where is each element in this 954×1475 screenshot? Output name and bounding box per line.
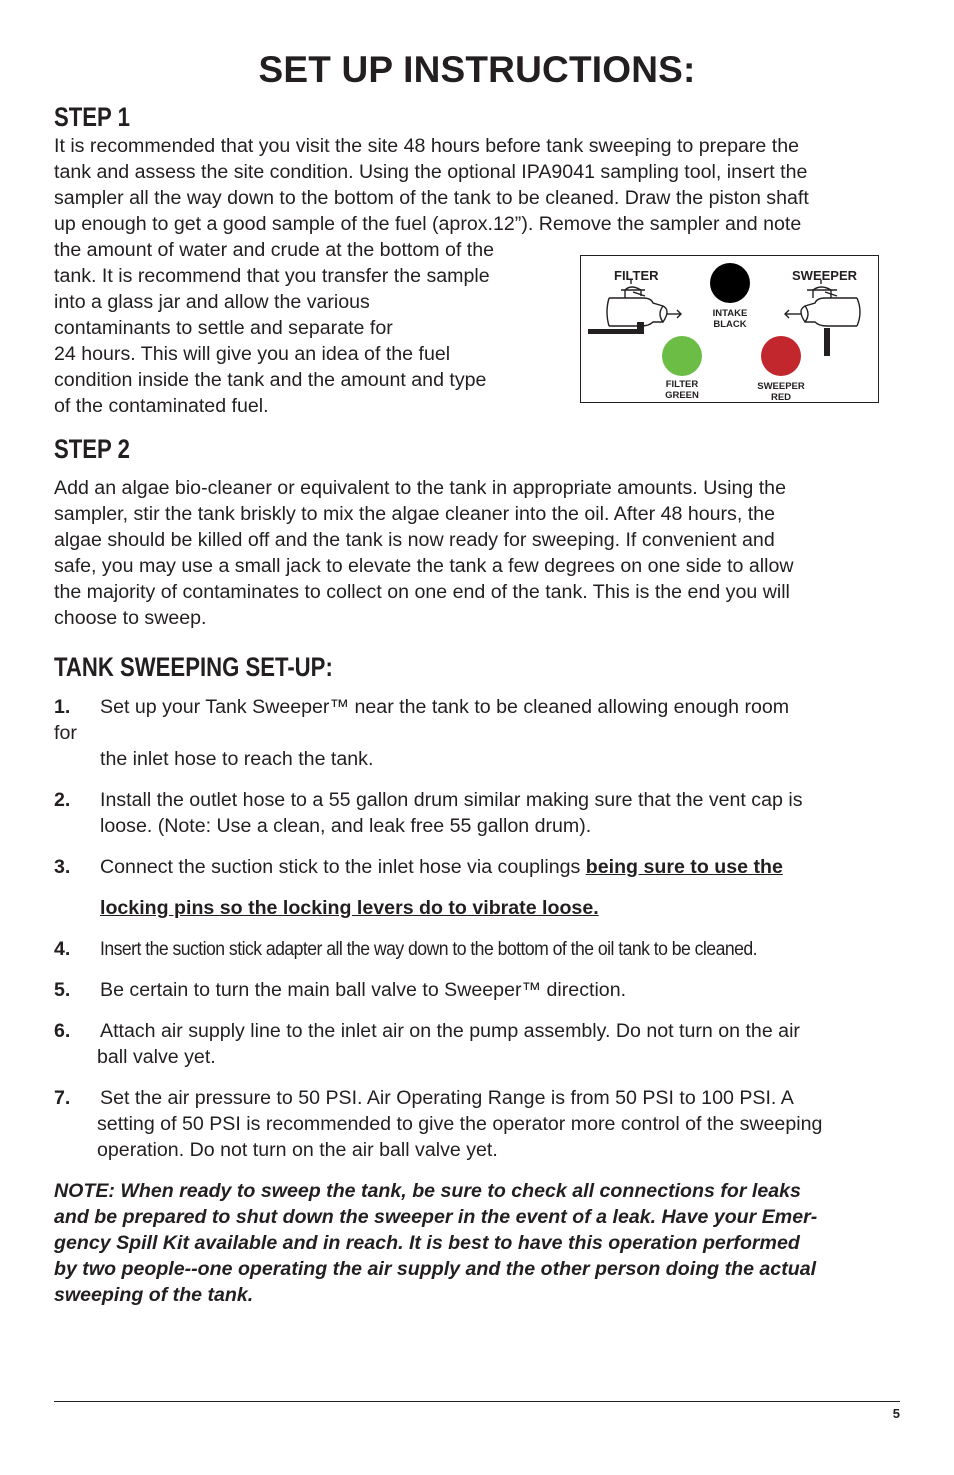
setup-heading: TANK SWEEPING SET-UP: [54,652,333,682]
item-text-wrap: for [54,722,77,744]
item-number: 2. [54,789,71,811]
item-emphasis: being sure to use the [585,856,783,878]
step1-line: into a glass jar and allow the various [54,291,370,313]
step1-line: up enough to get a good sample of the fuel (aprox.12”). Remove the sampler and note [54,213,802,235]
item-number: 1. [54,696,71,718]
item-emphasis: locking pins so the locking levers do to vibrate loose. [100,897,599,919]
step1-line: It is recommended that you visit the site 48 hours before tank sweeping to prepare the [54,135,799,157]
filter-green-indicator [662,336,702,376]
filter-green-label-2: GREEN [665,390,699,401]
setup-item-6 [54,1018,800,1044]
item-text: Insert the suction stick adapter all the way down to the bottom of the oil tank to be cleaned. [100,938,757,960]
item-number: 5. [54,979,71,1001]
sweeper-label: SWEEPER [792,268,858,283]
step2-line: algae should be killed off and the tank is now ready for sweeping. If convenient and [54,529,775,551]
intake-black-label: BLACK [713,319,747,330]
setup-item-1 [54,694,789,720]
note-line: by two people--one operating the air supply and the other person doing the actual [54,1258,817,1280]
valve-diagram [580,255,879,403]
step1-line: of the contaminated fuel. [54,395,269,417]
step1-line: contaminants to settle and separate for [54,317,393,339]
step1-heading: STEP 1 [54,102,130,132]
step1-line: the amount of water and crude at the bottom of the [54,239,495,261]
setup-item-2 [54,787,803,813]
sweeper-handle-icon [824,328,830,356]
step2-heading: STEP 2 [54,434,130,464]
item-text: setting of 50 PSI is recommended to give the operator more control of the sweeping [97,1113,823,1135]
filter-green-label: FILTER [665,379,699,390]
step2-line: safe, you may use a small jack to elevate the tank a few degrees on one side to allow [54,555,794,577]
filter-label: FILTER [614,268,659,283]
sweeper-valve-icon [785,280,860,326]
item-text: Install the outlet hose to a 55 gallon drum similar making sure that the vent cap is [100,789,803,811]
setup-item-5 [54,977,626,1003]
step1-line: tank and assess the site condition. Using the optional IPA9041 sampling tool, insert the [54,161,808,183]
intake-black-indicator [710,263,750,303]
sweeper-red-label-2: RED [770,392,792,403]
item-number: 7. [54,1087,71,1109]
item-number: 3. [54,856,71,878]
item-text: Be certain to turn the main ball valve to Sweeper™ direction. [100,979,627,1001]
step1-line: condition inside the tank and the amount and type [54,369,487,391]
filter-handle-stem-icon [637,322,644,334]
item-text: ball valve yet. [97,1046,216,1068]
filter-valve-icon [607,280,681,326]
step1-line: sampler all the way down to the bottom of the tank to be cleaned. Draw the piston shaft [54,187,809,209]
note-line: and be prepared to shut down the sweeper in the event of a leak. Have your Emer- [54,1206,818,1228]
item-text: Set the air pressure to 50 PSI. Air Operating Range is from 50 PSI to 100 PSI. A [100,1087,794,1109]
footer-divider [54,1401,900,1402]
step2-line: the majority of contaminates to collect on one end of the tank. This is the end you will [54,581,790,603]
step2-line: choose to sweep. [54,607,207,629]
item-text: operation. Do not turn on the air ball valve yet. [97,1139,498,1161]
note-line: sweeping of the tank. [54,1284,254,1306]
item-number: 6. [54,1020,71,1042]
item-text: Attach air supply line to the inlet air on the pump assembly. Do not turn on the air [100,1020,800,1042]
page-number: 5 [892,1406,900,1421]
sweeper-red-label: SWEEPER [757,381,805,392]
setup-item-4 [54,936,830,962]
setup-item-3 [54,854,783,880]
sweeper-red-indicator [761,336,801,376]
intake-label: INTAKE [712,308,748,319]
note-line: gency Spill Kit available and in reach. It is best to have this operation performed [54,1232,800,1254]
step2-line: sampler, stir the tank briskly to mix the algae cleaner into the oil. After 48 hours, the [54,503,775,525]
item-text: Set up your Tank Sweeper™ near the tank to be cleaned allowing enough room [100,696,790,718]
item-text: Connect the suction stick to the inlet hose via couplings [100,856,586,878]
step1-line: 24 hours. This will give you an idea of the fuel [54,343,451,365]
note-line: NOTE: When ready to sweep the tank, be sure to check all connections for leaks [54,1180,801,1202]
page-title: SET UP INSTRUCTIONS: [258,49,696,90]
step2-line: Add an algae bio-cleaner or equivalent to the tank in appropriate amounts. Using the [54,477,786,499]
item-text: loose. (Note: Use a clean, and leak free 55 gallon drum). [100,815,592,837]
item-text: the inlet hose to reach the tank. [100,748,374,770]
step1-line: tank. It is recommend that you transfer the sample [54,265,490,287]
item-number: 4. [54,938,71,960]
setup-item-7 [54,1085,794,1111]
filter-handle-icon [588,329,644,334]
